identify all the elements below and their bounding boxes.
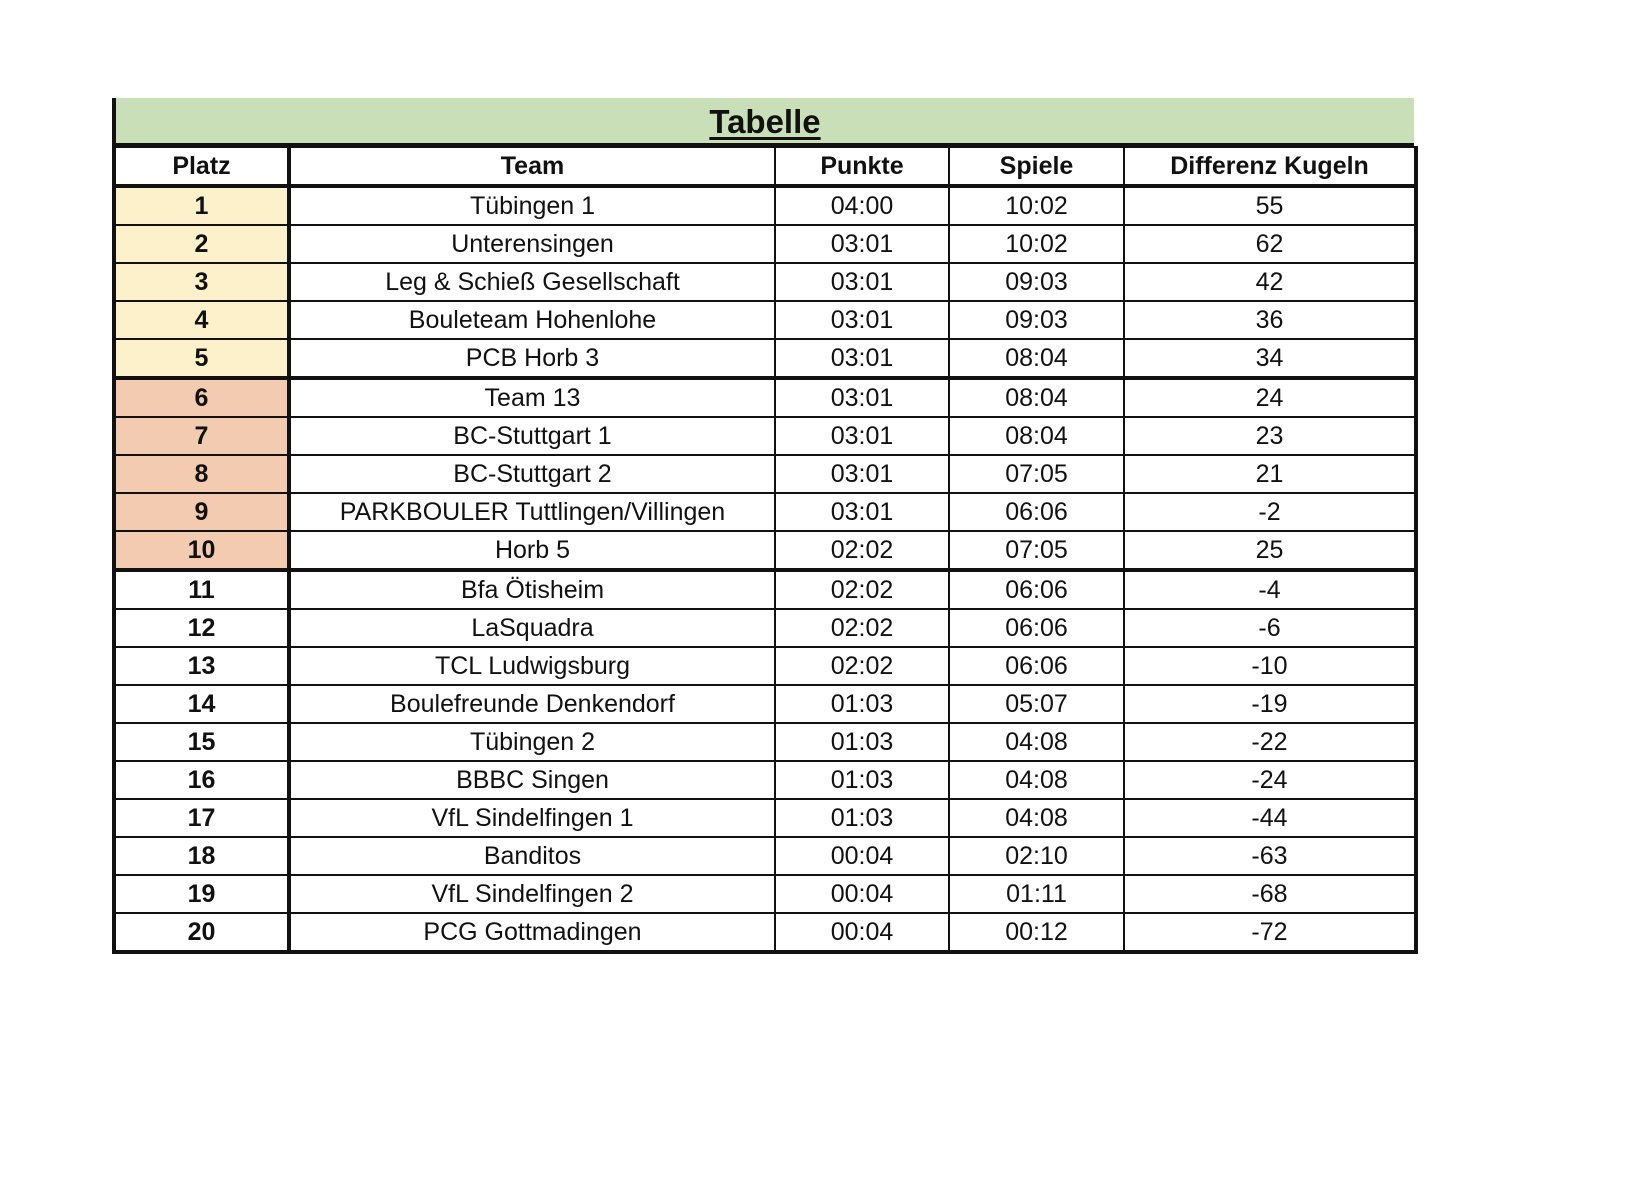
cell-differenz: -63 bbox=[1124, 837, 1416, 875]
cell-punkte: 01:03 bbox=[775, 799, 949, 837]
column-header-spiele: Spiele bbox=[949, 147, 1124, 186]
table-row bbox=[114, 417, 1416, 455]
cell-platz: 17 bbox=[114, 799, 289, 837]
cell-spiele: 04:08 bbox=[949, 761, 1124, 799]
cell-differenz: -72 bbox=[1124, 913, 1416, 952]
table-row bbox=[114, 570, 1416, 609]
cell-differenz: -10 bbox=[1124, 647, 1416, 685]
cell-platz: 1 bbox=[114, 186, 289, 225]
standings-body bbox=[114, 186, 1416, 952]
cell-platz: 4 bbox=[114, 301, 289, 339]
cell-differenz: 25 bbox=[1124, 531, 1416, 570]
cell-spiele: 01:11 bbox=[949, 875, 1124, 913]
table-row bbox=[114, 609, 1416, 647]
header-row bbox=[114, 147, 1416, 186]
cell-team: VfL Sindelfingen 1 bbox=[289, 799, 775, 837]
column-header-platz: Platz bbox=[114, 147, 289, 186]
column-header-team: Team bbox=[289, 147, 775, 186]
cell-team: Tübingen 2 bbox=[289, 723, 775, 761]
cell-platz: 20 bbox=[114, 913, 289, 952]
cell-spiele: 07:05 bbox=[949, 455, 1124, 493]
cell-spiele: 08:04 bbox=[949, 378, 1124, 417]
cell-team: VfL Sindelfingen 2 bbox=[289, 875, 775, 913]
cell-team: Leg & Schieß Gesellschaft bbox=[289, 263, 775, 301]
table-row bbox=[114, 723, 1416, 761]
cell-platz: 9 bbox=[114, 493, 289, 531]
cell-differenz: 21 bbox=[1124, 455, 1416, 493]
cell-punkte: 03:01 bbox=[775, 301, 949, 339]
cell-punkte: 03:01 bbox=[775, 417, 949, 455]
column-header-punkte: Punkte bbox=[775, 147, 949, 186]
table-title-bar bbox=[112, 98, 1414, 146]
cell-spiele: 07:05 bbox=[949, 531, 1124, 570]
cell-team: Bfa Ötisheim bbox=[289, 570, 775, 609]
cell-platz: 18 bbox=[114, 837, 289, 875]
cell-punkte: 01:03 bbox=[775, 723, 949, 761]
cell-team: Banditos bbox=[289, 837, 775, 875]
cell-punkte: 03:01 bbox=[775, 378, 949, 417]
cell-team: LaSquadra bbox=[289, 609, 775, 647]
cell-platz: 19 bbox=[114, 875, 289, 913]
cell-punkte: 00:04 bbox=[775, 913, 949, 952]
table-row bbox=[114, 301, 1416, 339]
table-row bbox=[114, 339, 1416, 378]
table-row bbox=[114, 263, 1416, 301]
cell-platz: 13 bbox=[114, 647, 289, 685]
cell-platz: 12 bbox=[114, 609, 289, 647]
cell-punkte: 00:04 bbox=[775, 837, 949, 875]
cell-differenz: -68 bbox=[1124, 875, 1416, 913]
cell-spiele: 06:06 bbox=[949, 570, 1124, 609]
table-row bbox=[114, 225, 1416, 263]
cell-spiele: 06:06 bbox=[949, 493, 1124, 531]
cell-platz: 11 bbox=[114, 570, 289, 609]
cell-differenz: 34 bbox=[1124, 339, 1416, 378]
cell-team: TCL Ludwigsburg bbox=[289, 647, 775, 685]
table-row bbox=[114, 531, 1416, 570]
cell-differenz: 55 bbox=[1124, 186, 1416, 225]
table-row bbox=[114, 685, 1416, 723]
cell-punkte: 00:04 bbox=[775, 875, 949, 913]
cell-punkte: 03:01 bbox=[775, 493, 949, 531]
cell-team: BC-Stuttgart 2 bbox=[289, 455, 775, 493]
cell-spiele: 04:08 bbox=[949, 799, 1124, 837]
cell-differenz: -6 bbox=[1124, 609, 1416, 647]
table-row bbox=[114, 837, 1416, 875]
cell-platz: 5 bbox=[114, 339, 289, 378]
cell-spiele: 10:02 bbox=[949, 225, 1124, 263]
cell-spiele: 09:03 bbox=[949, 263, 1124, 301]
cell-differenz: 24 bbox=[1124, 378, 1416, 417]
cell-spiele: 02:10 bbox=[949, 837, 1124, 875]
cell-punkte: 02:02 bbox=[775, 531, 949, 570]
cell-punkte: 02:02 bbox=[775, 570, 949, 609]
cell-spiele: 08:04 bbox=[949, 339, 1124, 378]
table-row bbox=[114, 799, 1416, 837]
cell-punkte: 01:03 bbox=[775, 761, 949, 799]
cell-punkte: 02:02 bbox=[775, 647, 949, 685]
cell-platz: 2 bbox=[114, 225, 289, 263]
table-title: Tabelle bbox=[709, 103, 821, 140]
cell-differenz: -22 bbox=[1124, 723, 1416, 761]
cell-spiele: 08:04 bbox=[949, 417, 1124, 455]
cell-team: BC-Stuttgart 1 bbox=[289, 417, 775, 455]
standings-table bbox=[112, 146, 1418, 954]
cell-platz: 7 bbox=[114, 417, 289, 455]
cell-team: Unterensingen bbox=[289, 225, 775, 263]
cell-spiele: 06:06 bbox=[949, 609, 1124, 647]
cell-team: Tübingen 1 bbox=[289, 186, 775, 225]
cell-differenz: 36 bbox=[1124, 301, 1416, 339]
table-row bbox=[114, 455, 1416, 493]
cell-differenz: -2 bbox=[1124, 493, 1416, 531]
cell-differenz: -19 bbox=[1124, 685, 1416, 723]
cell-team: Boulefreunde Denkendorf bbox=[289, 685, 775, 723]
cell-platz: 16 bbox=[114, 761, 289, 799]
table-row bbox=[114, 913, 1416, 952]
cell-team: PCB Horb 3 bbox=[289, 339, 775, 378]
cell-punkte: 03:01 bbox=[775, 225, 949, 263]
cell-team: Bouleteam Hohenlohe bbox=[289, 301, 775, 339]
cell-spiele: 05:07 bbox=[949, 685, 1124, 723]
cell-team: BBBC Singen bbox=[289, 761, 775, 799]
cell-differenz: -4 bbox=[1124, 570, 1416, 609]
column-header-differenz: Differenz Kugeln bbox=[1124, 147, 1416, 186]
cell-platz: 14 bbox=[114, 685, 289, 723]
cell-differenz: 42 bbox=[1124, 263, 1416, 301]
cell-spiele: 09:03 bbox=[949, 301, 1124, 339]
table-row bbox=[114, 875, 1416, 913]
cell-team: Team 13 bbox=[289, 378, 775, 417]
cell-platz: 15 bbox=[114, 723, 289, 761]
cell-punkte: 03:01 bbox=[775, 263, 949, 301]
cell-platz: 10 bbox=[114, 531, 289, 570]
cell-punkte: 03:01 bbox=[775, 339, 949, 378]
cell-spiele: 10:02 bbox=[949, 186, 1124, 225]
cell-differenz: -44 bbox=[1124, 799, 1416, 837]
cell-punkte: 04:00 bbox=[775, 186, 949, 225]
cell-differenz: 62 bbox=[1124, 225, 1416, 263]
table-row bbox=[114, 493, 1416, 531]
cell-punkte: 02:02 bbox=[775, 609, 949, 647]
table-row bbox=[114, 647, 1416, 685]
cell-spiele: 04:08 bbox=[949, 723, 1124, 761]
cell-spiele: 00:12 bbox=[949, 913, 1124, 952]
table-row bbox=[114, 186, 1416, 225]
cell-punkte: 01:03 bbox=[775, 685, 949, 723]
table-row bbox=[114, 378, 1416, 417]
cell-platz: 3 bbox=[114, 263, 289, 301]
cell-spiele: 06:06 bbox=[949, 647, 1124, 685]
cell-platz: 8 bbox=[114, 455, 289, 493]
cell-punkte: 03:01 bbox=[775, 455, 949, 493]
standings-sheet bbox=[112, 98, 1414, 954]
cell-differenz: 23 bbox=[1124, 417, 1416, 455]
table-row bbox=[114, 761, 1416, 799]
cell-team: Horb 5 bbox=[289, 531, 775, 570]
cell-platz: 6 bbox=[114, 378, 289, 417]
cell-team: PCG Gottmadingen bbox=[289, 913, 775, 952]
cell-team: PARKBOULER Tuttlingen/Villingen bbox=[289, 493, 775, 531]
cell-differenz: -24 bbox=[1124, 761, 1416, 799]
